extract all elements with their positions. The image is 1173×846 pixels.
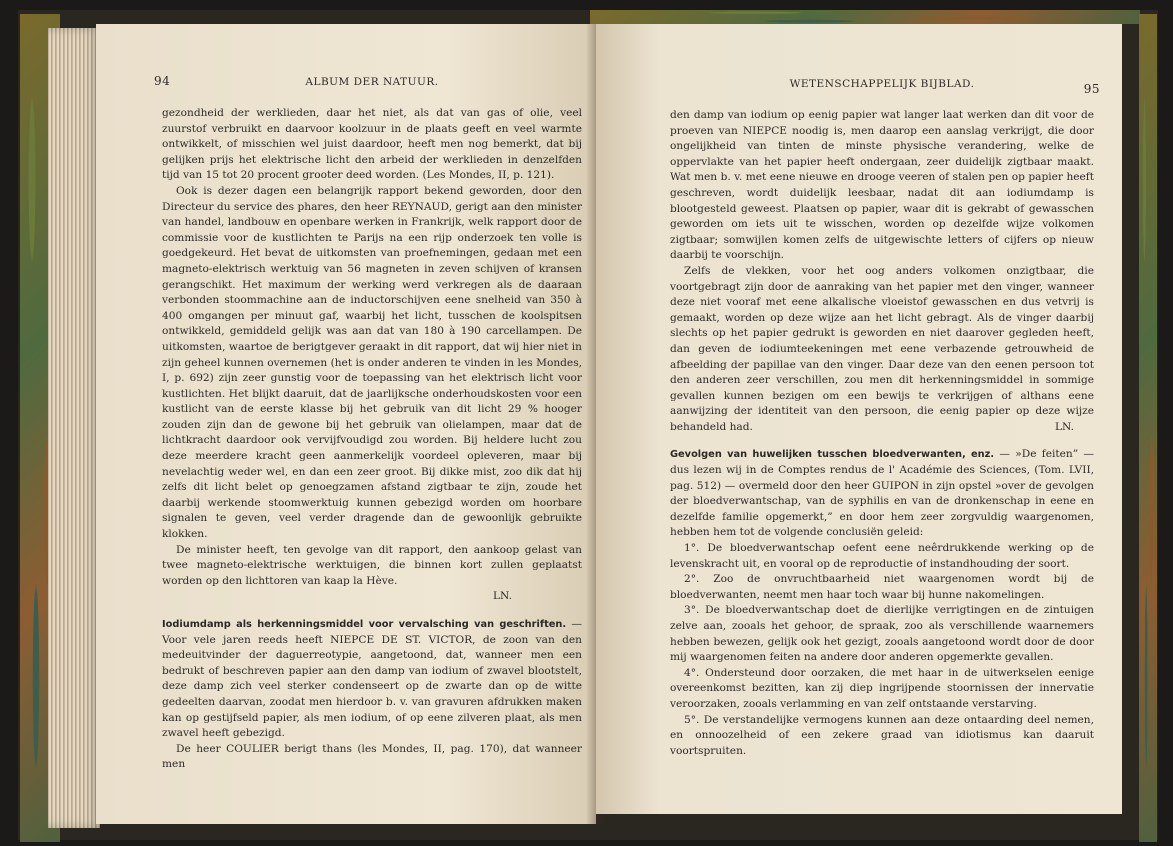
left-paragraph-3-text: De minister heeft, ten gevolge van dit rapport, den aankoop gelast van twee magneto-elektrische werktuigen, die binnen kort zullen geplaatst worden op den lichttoren van kaap la Hève. [162,543,582,587]
left-section-2-text-1: — Voor vele jaren reeds heeft NIEPCE DE ST. VICTOR, de zoon van den medeuitvinder der daguerreotypie, aangetoond, dat, wanneer men een bedrukt of beschreven papier aan den damp van iodium of zwavel blootstelt, deze damp zich veel sterker condenseert op de zwarte dan op de witte gedeelten daarvan, zoodat men hierdoor b. v. van gravuren afdrukken maken kan op gestijfseld papier, als men iodium, of op eene zilveren plaat, als men zwavel heeft gebezigd. [162,618,582,740]
right-running-title: WETENSCHAPPELIJK BIJBLAD. [789,78,975,90]
left-paragraph-3 [162,543,582,590]
right-page-number: 95 [1083,82,1100,96]
left-running-head [154,74,582,92]
right-running-head [670,76,1100,96]
right-numbered-2: 2°. Zoo de onvruchtbaarheid niet waargenomen wordt bij de bloedverwanten, neemt men haar toch waar bij hunne nakomelingen. [670,573,1094,601]
right-section-2 [670,447,1094,541]
right-section-2-intro: — »De feiten” — dus lezen wij in de Comptes rendus de l' Académie des Sciences, (Tom. LVII, pag. 512) — overmeld door den heer GUIPON in zijn opstel »over de gevolgen der bloedverwantschap, van de syphilis en van de dronkenschap in eene en dezelfde familie opgemerkt,” en door hem zeer zorgvuldig waargenomen, hebben hem tot de volgende conclusiën geleid: [670,448,1094,539]
right-numbered-3: 3°. De bloedverwantschap doet de dierlijke verrigtingen en de zintuigen zelve aan, zooals het gehoor, de spraak, zoo als verschillende waarnemers hebben bewezen, gelijk ook het gezigt, zooals aangetoond wordt door de door mij waargenomen feiten na andere door anderen opgemerkte gevallen. [670,604,1094,664]
right-numbered-4: 4°. Ondersteund door oorzaken, die met haar in de uitwerkselen eenige overeenkomst bezitten, kan zij diep ingrijpende stoornissen der innervatie veroorzaken, zooals verlamming en van zelf ontstaande verstarving. [670,666,1094,710]
left-section-2-heading: Iodiumdamp als herkenningsmiddel voor vervalsching van geschriften. [162,619,567,630]
left-paragraph-2: Ook is dezer dagen een belangrijk rapport bekend geworden, door den Directeur du service des phares, den heer REYNAUD, gerigt aan den minister van handel, landbouw en openbare werken in Frankrijk, welk rapport door de commissie voor de kustlichten te Parijs na een rijp onderzoek ten volle is goedgekeurd. Het bevat de uitkomsten van proefnemingen, gedaan met een magneto-elektrisch werktuig van 56 magneten in zeven schijven of kransen gerangschikt. Het maximum der werking werd verkregen als de daaraan verbonden stoommachine aan de inductorschijven eene snelheid van 350 à 400 omgangen per minuut gaf, waarbij het licht, tusschen de koolspitsen ontwikkeld, gemiddeld gelijk was aan dat van 180 à 190 carcellampen. De uitkomsten, waartoe de berigtgever geraakt in dit rapport, dat wij hier niet in zijn geheel kunnen overnemen (het is onder anderen te vinden in les Mondes, I, p. 692) zijn zeer gunstig voor de toepassing van het elektrisch licht voor kustlichten. Het blijkt daaruit, dat de jaarlijksche onderhoudskosten voor een kustlicht van de eerste klasse bij het gebruik van dit licht 29 % hooger zouden zijn dan de gewone bij het gebruik van olielampen, maar dat de lichtkracht daardoor ook vervijfvoudigd zou worden. Bij heldere lucht zou deze meerdere kracht geen aanmerkelijk voordeel opleveren, maar bij nevelachtig weder wel, en dan een zeer groot. Bij dikke mist, zoo dik dat hij zelfs dit licht belet op genoegzamen afstand zigtbaar te zijn, zoude het daarbij werkende stoomwerktuig kunnen gebezigd worden om hoorbare signalen te geven, veel verder dragende dan de gewoonlijk gebruikte klokken. [162,184,582,541]
left-running-title: ALBUM DER NATUUR. [305,76,439,88]
right-section-2-heading: Gevolgen van huwelijken tusschen bloedverwanten, enz. [670,449,995,461]
left-body-text [162,106,582,773]
left-section-2-paragraph-2: De heer COULIER berigt thans (les Mondes, II, pag. 170), dat wanneer men [162,742,582,771]
left-page-number: 94 [154,74,171,88]
left-section-2 [162,617,582,742]
right-numbered-1: 1°. De bloedverwantschap oefent eene neêrdrukkende werking op de levenskracht uit, en vooral op de reproductie of instandhouding der soort. [670,542,1094,570]
right-paragraph-2 [670,264,1094,436]
left-paragraph-1: gezondheid der werklieden, daar het niet, als dat van gas of olie, veel zuurstof verbruikt en daarvoor koolzuur in de plaats geeft en veel warmte ontwikkelt, of misschien wel juist daardoor, heeft men nog bemerkt, dat bij gelijken prijs het elektrische licht den arbeid der werklieden in denzelfden tijd van 15 tot 20 procent grooter deed worden. (Les Mondes, II, p. 121). [162,107,582,182]
right-signature-1: LN. [1055,420,1074,433]
right-page [596,24,1122,814]
right-numbered-5: 5°. De verstandelijke vermogens kunnen aan deze ontaarding deel nemen, en onnoozelheid of een zekere graad van idiotismus kan daaruit voortspruiten. [670,713,1094,757]
right-body-text [670,108,1094,759]
right-paragraph-2-text: Zelfs de vlekken, voor het oog anders volkomen onzigtbaar, die voortgebragt zijn door de aanraking van het papier met den vinger, wanneer deze niet vooraf met eene alkalische vloeistof gewasschen en dus vetvrij is gemaakt, worden op deze wijze aan het licht gebragt. Als de vinger daarbij slechts op het papier gedrukt is geworden en niet daarover gegleden heeft, dan geven de iodiumteekeningen met eene verbazende getrouwheid de afbeelding der papillae van den vinger. Daar deze van den eenen persoon tot den anderen zeer verschillen, zou men dit herkenningsmiddel in sommige gevallen kunnen bezigen om een bewijs te verkrijgen of althans eene aanwijzing der identiteit van den persoon, die eenig papier op deze wijze behandeld had. [670,264,1094,433]
page-block-edge [48,28,100,828]
marbled-edge-top [590,10,1140,24]
marbled-edge-right [1139,14,1157,842]
right-paragraph-1: den damp van iodium op eenig papier wat langer laat werken dan dit voor de proeven van NIEPCE noodig is, men daarop een aanslag verkrijgt, die door ongelijkheid van tinten de minste physische verandering, welke de oppervlakte van het papier heeft ondergaan, zeer duidelijk zigtbaar maakt. Wat men b. v. met eene nieuwe en drooge veeren of stalen pen op papier heeft geschreven, wordt duidelijk leesbaar, nadat dit aan iodiumdamp is blootgesteld geweest. Plaatsen op papier, waar dit is gekrabt of gewasschen geworden om iets uit te wisschen, worden op dezelfde wijze volkomen zigtbaar; somwijlen komen zelfs de uitgewischte letters of cijfers op nieuw daarbij te voorschijn. [670,109,1094,262]
left-signature-1: LN. [493,590,512,603]
left-page [96,24,596,824]
